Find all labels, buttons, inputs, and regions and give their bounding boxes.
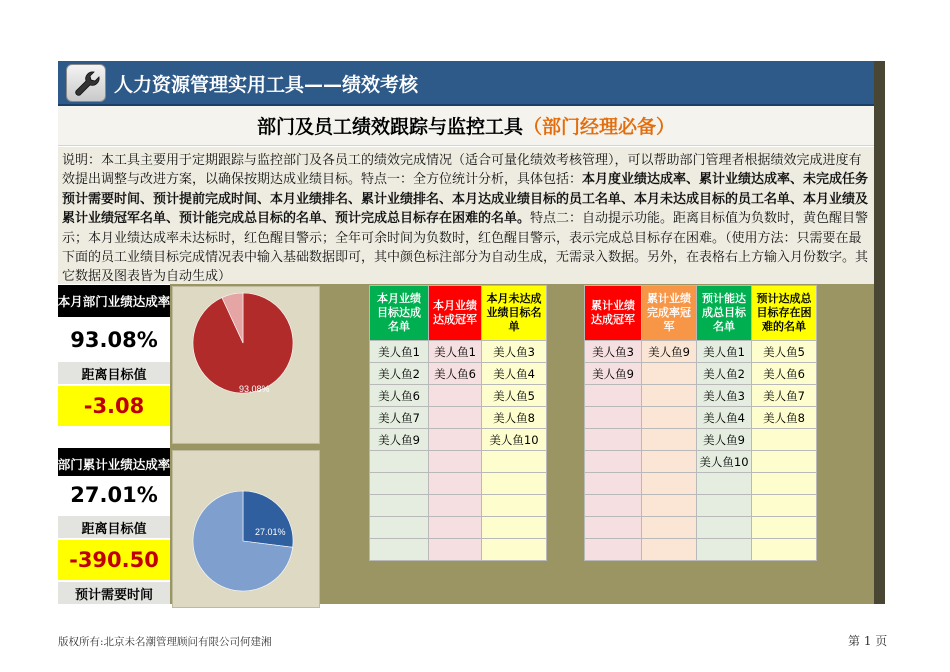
table-cell[interactable] [370,539,429,561]
table-row [370,495,547,517]
cumulative-gap-label: 距离目标值 [58,516,170,538]
table-cell[interactable]: 美人鱼5 [752,341,817,363]
table-cell[interactable] [585,429,642,451]
table-cell[interactable]: 美人鱼7 [370,407,429,429]
table-cell[interactable] [642,429,697,451]
page-title [58,112,874,139]
description-features: 本月度业绩达成率、累计业绩达成率、未完成任务预计需要时间、预计提前完成时间、本月业绩排名、累计业绩排名、本月达成业绩目标的员工名单、本月未达成目标的员工名单、本月业绩及累计业绩冠军名单、预计能完成总目标的名单、预计完成总目标存在困难的名单。 [62,172,869,227]
monthly-gap-value: -3.08 [58,386,170,426]
table-cell[interactable] [482,495,547,517]
table-cell[interactable]: 美人鱼9 [585,363,642,385]
time-needed-label: 预计需要时间 [58,582,170,604]
table-cell[interactable] [752,429,817,451]
table-cell[interactable] [429,539,482,561]
header-monthly-achievers: 本月业绩目标达成名单 [370,286,429,341]
table-cell[interactable] [585,495,642,517]
table-cell[interactable]: 美人鱼5 [482,385,547,407]
table-cell[interactable] [642,539,697,561]
header-expected-achievers: 预计能达成总目标名单 [697,286,752,341]
table-cell[interactable] [429,451,482,473]
cumulative-table-header-row [585,286,817,341]
table-row [585,363,817,385]
table-cell[interactable] [585,385,642,407]
table-cell[interactable]: 美人鱼1 [429,341,482,363]
cumulative-rate-label: 部门累计业绩达成率 [58,448,170,480]
table-cell[interactable]: 美人鱼4 [697,407,752,429]
cumulative-lists-table [584,285,817,561]
pie-data-label: 27.01% [255,527,286,537]
right-border-bar [874,61,885,604]
table-cell[interactable]: 美人鱼9 [370,429,429,451]
table-cell[interactable] [585,517,642,539]
table-cell[interactable]: 美人鱼7 [752,385,817,407]
table-cell[interactable]: 美人鱼3 [585,341,642,363]
table-row [370,539,547,561]
table-row [370,451,547,473]
table-cell[interactable] [752,495,817,517]
table-cell[interactable] [585,451,642,473]
pie-data-label: 93.08% [239,384,270,394]
table-cell[interactable] [697,539,752,561]
monthly-table-header-row [370,286,547,341]
table-row [585,341,817,363]
cumulative-pie-svg [173,451,319,607]
table-cell[interactable] [482,539,547,561]
table-cell[interactable]: 美人鱼8 [752,407,817,429]
table-cell[interactable]: 美人鱼6 [429,363,482,385]
table-cell[interactable] [697,473,752,495]
table-cell[interactable] [429,429,482,451]
table-cell[interactable] [697,517,752,539]
table-cell[interactable] [482,473,547,495]
table-cell[interactable] [429,385,482,407]
table-cell[interactable] [752,451,817,473]
table-cell[interactable]: 美人鱼9 [642,341,697,363]
header-monthly-champion: 本月业绩达成冠军 [429,286,482,341]
table-cell[interactable] [585,473,642,495]
table-cell[interactable] [429,407,482,429]
table-cell[interactable] [752,539,817,561]
table-cell[interactable] [585,539,642,561]
monthly-pie-chart [172,286,320,444]
page-title-main: 部门及员工绩效跟踪与监控工具 [256,116,523,138]
table-cell[interactable]: 美人鱼1 [697,341,752,363]
table-cell[interactable] [370,495,429,517]
table-cell[interactable] [642,385,697,407]
table-cell[interactable]: 美人鱼4 [482,363,547,385]
table-cell[interactable] [429,517,482,539]
table-row [370,341,547,363]
table-cell[interactable]: 美人鱼8 [482,407,547,429]
cumulative-pie-chart [172,450,320,608]
description-panel [58,147,874,284]
monthly-gap-label: 距离目标值 [58,362,170,384]
page-title-highlight: （部门经理必备） [523,116,676,138]
table-row [585,495,817,517]
table-cell[interactable] [642,407,697,429]
table-cell[interactable]: 美人鱼6 [370,385,429,407]
page-number: 第 1 页 [848,634,888,648]
table-cell[interactable] [370,451,429,473]
table-cell[interactable] [752,517,817,539]
table-cell[interactable] [642,517,697,539]
table-cell[interactable]: 美人鱼10 [697,451,752,473]
table-cell[interactable] [752,473,817,495]
header-cumulative-champion: 累计业绩达成冠军 [585,286,642,341]
table-row [370,429,547,451]
table-cell[interactable]: 美人鱼10 [482,429,547,451]
table-row [585,385,817,407]
monthly-rate-value: 93.08% [58,321,170,359]
table-cell[interactable]: 美人鱼2 [370,363,429,385]
table-cell[interactable]: 美人鱼3 [697,385,752,407]
table-row [370,407,547,429]
cumulative-rate-value: 27.01% [58,476,170,514]
table-row [585,451,817,473]
table-cell[interactable]: 美人鱼1 [370,341,429,363]
table-row [370,517,547,539]
header-monthly-underachievers: 本月未达成业绩目标名单 [482,286,547,341]
app-title: 人力资源管理实用工具——绩效考核 [114,74,419,96]
table-cell[interactable] [642,495,697,517]
table-cell[interactable] [482,517,547,539]
header-at-risk: 预计达成总目标存在困难的名单 [752,286,817,341]
table-row [585,517,817,539]
monthly-lists-table [369,285,547,561]
table-cell[interactable]: 美人鱼9 [697,429,752,451]
wrench-icon [66,64,106,102]
table-row [585,539,817,561]
cumulative-gap-value: -390.50 [58,540,170,580]
table-cell[interactable] [429,495,482,517]
header-completion-rate-champion: 累计业绩完成率冠军 [642,286,697,341]
table-cell[interactable] [642,473,697,495]
table-cell[interactable]: 美人鱼3 [482,341,547,363]
table-cell[interactable] [697,495,752,517]
table-cell[interactable] [429,473,482,495]
description-intro: 说明：本工具主要用于定期跟踪与监控部门及各员工的绩效完成情况（适合可量化绩效考核管理），可以帮助部门管理者根据绩效完成进度有效提出调整与改进方案，以确保按期达成业绩目标。特点一：全方位统计分析，具体包括： [62,153,862,188]
table-row [585,473,817,495]
copyright-footer: 版权所有:北京未名潮管理顾问有限公司何建湘 [58,636,272,648]
table-cell[interactable] [370,517,429,539]
table-cell[interactable] [642,363,697,385]
description-usage: 特点二：自动提示功能。距离目标值为负数时，黄色醒目警示；本月业绩达成率未达标时，红色醒目警示；全年可余时间为负数时，红色醒目警示，表示完成总目标存在困难。（使用方法：只需要在最下面的员工业绩目标完成情况表中输入基础数据即可，其中颜色标注部分为自动生成，无需录入数据。另外，在表格右上方输入月份数字。其它数据及图表皆为自动生成） [62,211,869,284]
monthly-pie-svg [173,287,319,443]
table-row [585,407,817,429]
table-row [370,473,547,495]
table-cell[interactable] [482,451,547,473]
table-cell[interactable] [370,473,429,495]
table-cell[interactable]: 美人鱼2 [697,363,752,385]
table-row [585,429,817,451]
table-row [370,363,547,385]
table-cell[interactable]: 美人鱼6 [752,363,817,385]
pie-slice [243,491,293,547]
table-cell[interactable] [585,407,642,429]
table-row [370,385,547,407]
table-cell[interactable] [642,451,697,473]
monthly-rate-label: 本月部门业绩达成率 [58,285,170,317]
